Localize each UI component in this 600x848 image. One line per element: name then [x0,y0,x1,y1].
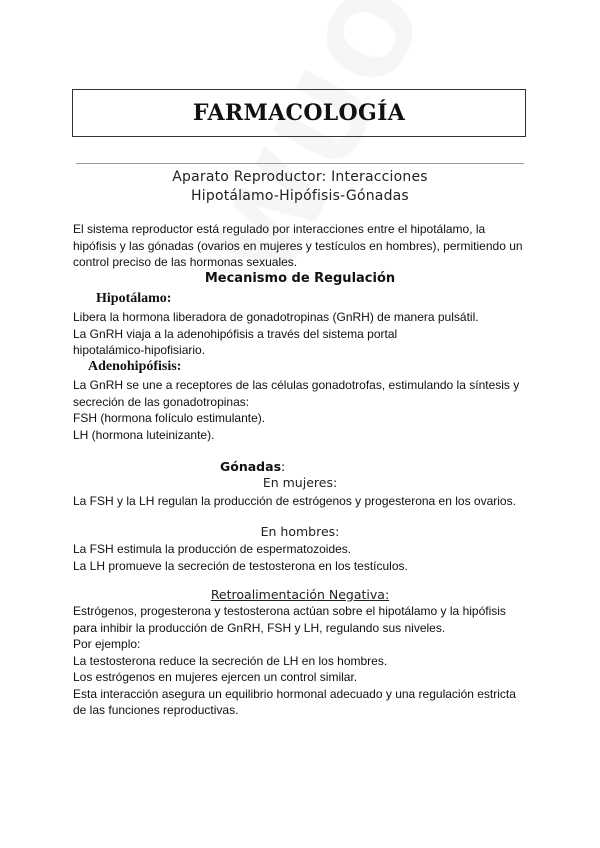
retroalimentacion-heading: Retroalimentación Negativa: [210,587,390,602]
text-line: La FSH y la LH regulan la producción de estrógenos y progesterona en los ovarios. [73,494,516,508]
text-line: La FSH estimula la producción de espermatozoides. [73,542,352,556]
hipotalamo-text [73,309,533,359]
intro-line: hipófisis y las gónadas (ovarios en mujeres y testículos en hombres), permitiendo un [73,238,523,253]
gonadas-heading [220,459,285,474]
text-line: Esta interacción asegura un equilibrio hormonal adecuado y una regulación estricta [73,686,516,701]
page-title: FARMACOLOGÍA [192,100,406,126]
intro-paragraph [73,221,533,271]
intro-line: El sistema reproductor está regulado por interacciones entre el hipotálamo, la [73,222,486,236]
text-line: La LH promueve la secreción de testosterona en los testículos. [73,558,408,573]
text-line: FSH (hormona folículo estimulante). [73,411,266,425]
hombres-text [73,541,533,574]
text-line: La GnRH se une a receptores de las células gonadotrofas, estimulando la síntesis y [73,378,520,392]
text-line: Estrógenos, progesterona y testosterona actúan sobre el hipotálamo y la hipófisis [73,604,506,618]
intro-line: control preciso de las hormonas sexuales. [73,255,298,269]
text-line: Libera la hormona liberadora de gonadotropinas (GnRH) de manera pulsátil. [73,310,479,324]
text-line: Por ejemplo: [73,637,141,651]
mujeres-text [73,493,533,510]
title-box [72,89,526,137]
gonadas-label: Gónadas [220,459,282,474]
hipotalamo-heading: Hipotálamo: [96,291,172,306]
mechanism-heading: Mecanismo de Regulación [204,271,396,286]
text-line: Los estrógenos en mujeres ejercen un control similar. [73,670,358,684]
text-line: La testosterona reduce la secreción de LH en los hombres. [73,653,388,668]
text-line: hipotalámico-hipofisiario. [73,343,206,357]
text-line: de las funciones reproductivas. [73,703,239,717]
gonadas-colon: : [281,459,286,474]
text-line: La GnRH viaja a la adenohipófisis a través del sistema portal [73,326,398,341]
hombres-heading: En hombres: [260,524,340,539]
text-line: secreción de las gonadotropinas: [73,394,250,409]
text-line: para inhibir la producción de GnRH, FSH y LH, regulando sus niveles. [73,620,446,635]
mujeres-heading: En mujeres: [262,475,338,490]
text-line: LH (hormona luteinizante). [73,427,215,442]
retroalimentacion-text [73,603,533,719]
adenohipofisis-text [73,377,533,443]
subtitle-line-1: Aparato Reproductor: Interacciones [172,169,428,185]
subtitle-line-2: Hipotálamo-Hipófisis-Gónadas [191,188,409,204]
divider [76,163,524,164]
adenohipofisis-heading: Adenohipófisis: [88,359,182,374]
